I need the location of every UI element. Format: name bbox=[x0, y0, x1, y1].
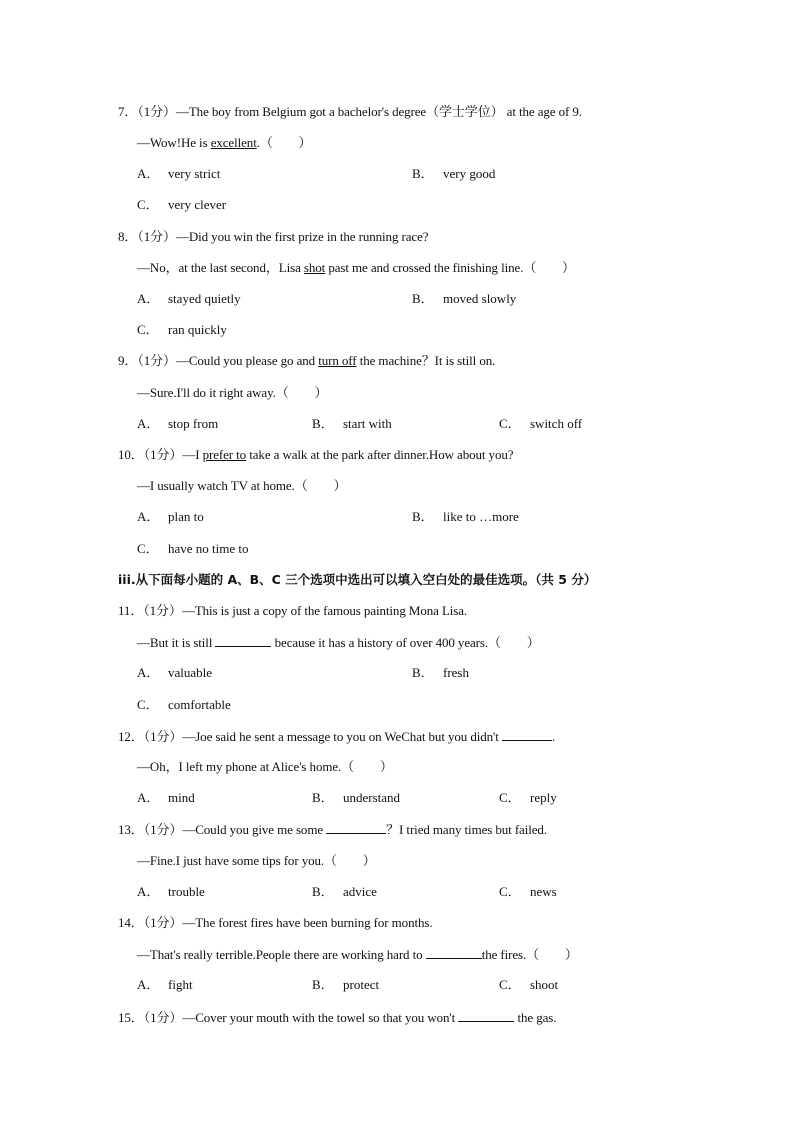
answer-blank[interactable] bbox=[426, 945, 482, 959]
question-14-stem: 14．（1分）—The forest fires have been burning for months. bbox=[118, 915, 433, 930]
question-13-response: —Fine.I just have some tips for you.（ ） bbox=[137, 853, 376, 868]
question-7-stem: 7．（1分）—The boy from Belgium got a bachelor's degree（学士学位） at the age of 9. bbox=[118, 104, 582, 119]
question-11-stem: 11．（1分）—This is just a copy of the famous painting Mona Lisa. bbox=[118, 603, 468, 618]
question-10-stem: 10．（1分）—I prefer to take a walk at the park after dinner.How about you? bbox=[118, 447, 514, 462]
question-12-stem: 12．（1分）—Joe said he sent a message to you on WeChat but you didn't . bbox=[118, 729, 556, 744]
answer-blank[interactable] bbox=[458, 1008, 514, 1022]
question-8-stem: 8．（1分）—Did you win the first prize in the running race? bbox=[118, 229, 429, 244]
option-11b[interactable]: B． fresh bbox=[412, 665, 469, 680]
option-8b[interactable]: B． moved slowly bbox=[412, 291, 517, 306]
option-13c[interactable]: C． news bbox=[499, 884, 557, 899]
question-12-response: —Oh，I left my phone at Alice's home.（ ） bbox=[137, 759, 393, 774]
answer-blank[interactable] bbox=[326, 820, 386, 834]
option-11c[interactable]: C． comfortable bbox=[137, 697, 231, 712]
option-13a[interactable]: A． trouble bbox=[137, 884, 205, 899]
option-13b[interactable]: B． advice bbox=[312, 884, 377, 899]
option-14a[interactable]: A． fight bbox=[137, 977, 193, 992]
option-7c[interactable]: C． very clever bbox=[137, 197, 227, 212]
question-9-response: —Sure.I'll do it right away.（ ） bbox=[137, 385, 328, 400]
question-10-response: —I usually watch TV at home.（ ） bbox=[137, 478, 347, 493]
question-13-stem: 13．（1分）—Could you give me some ？I tried many times but failed. bbox=[118, 822, 547, 837]
section-header: iii.从下面每小题的 A、B、C 三个选项中选出可以填入空白处的最佳选项。（共 5 分） bbox=[118, 572, 597, 587]
question-9-stem: 9．（1分）—Could you please go and turn off the machine？It is still on. bbox=[118, 353, 496, 368]
option-12b[interactable]: B． understand bbox=[312, 790, 401, 805]
option-9b[interactable]: B． start with bbox=[312, 416, 392, 431]
question-14-response: —That's really terrible.People there are working hard to the fires.（ ） bbox=[137, 947, 578, 962]
option-9a[interactable]: A． stop from bbox=[137, 416, 219, 431]
answer-blank[interactable] bbox=[502, 727, 552, 741]
option-8c[interactable]: C． ran quickly bbox=[137, 322, 227, 337]
question-15-stem: 15．（1分）—Cover your mouth with the towel so that you won't the gas. bbox=[118, 1010, 557, 1025]
option-9c[interactable]: C． switch off bbox=[499, 416, 583, 431]
option-14c[interactable]: C． shoot bbox=[499, 977, 559, 992]
option-10a[interactable]: A． plan to bbox=[137, 509, 204, 524]
underlined-word: excellent bbox=[210, 135, 257, 150]
question-11-response: —But it is still because it has a history of over 400 years.（ ） bbox=[137, 635, 540, 650]
option-7a[interactable]: A． very strict bbox=[137, 166, 221, 181]
answer-blank[interactable] bbox=[215, 633, 271, 647]
option-10c[interactable]: C． have no time to bbox=[137, 541, 249, 556]
option-7b[interactable]: B． very good bbox=[412, 166, 496, 181]
underlined-phrase: prefer to bbox=[202, 447, 247, 462]
option-8a[interactable]: A． stayed quietly bbox=[137, 291, 241, 306]
option-11a[interactable]: A． valuable bbox=[137, 665, 213, 680]
option-12a[interactable]: A． mind bbox=[137, 790, 195, 805]
question-8-response: —No，at the last second，Lisa shot past me and crossed the finishing line.（ ） bbox=[137, 260, 575, 275]
option-10b[interactable]: B． like to …more bbox=[412, 509, 519, 524]
option-14b[interactable]: B． protect bbox=[312, 977, 380, 992]
question-7-response: —Wow!He is excellent.（ ） bbox=[137, 135, 312, 150]
underlined-phrase: turn off bbox=[318, 353, 357, 368]
underlined-word: shot bbox=[303, 260, 326, 275]
option-12c[interactable]: C． reply bbox=[499, 790, 557, 805]
